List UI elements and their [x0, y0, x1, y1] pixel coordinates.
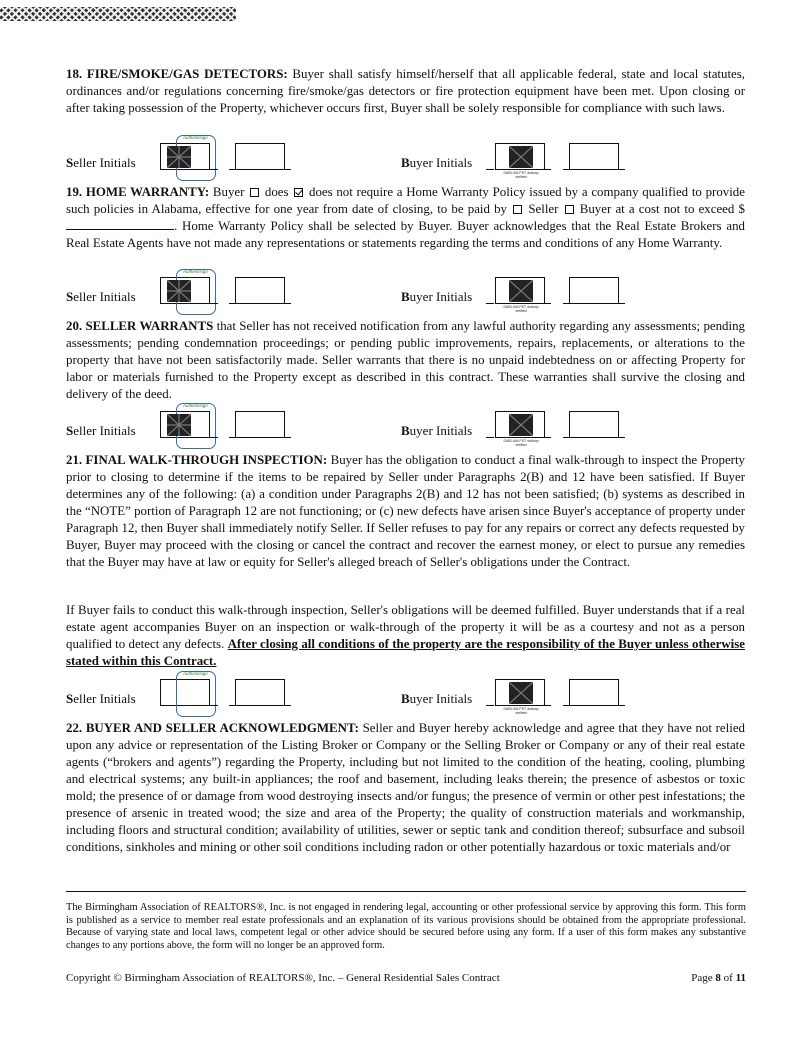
signature-icon [509, 280, 533, 302]
section-22-title: 22. BUYER AND SELLER ACKNOWLEDGMENT: [66, 721, 359, 735]
seller-initials-box-2[interactable] [235, 277, 285, 304]
seller-initials-label: Seller Initials [66, 289, 136, 304]
signature-icon [167, 146, 191, 168]
underline [545, 303, 551, 304]
section-21-body: Buyer has the obligation to conduct a final walk-through to inspect the Property prior to closing to determine if the items to be repaired by Seller under Paragraphs 2(B) and 12 have been satisfied. If Buyer determines any of the following: (a) a condition under Paragraphs 2(B) and 12 has not been satisfied; (b) systems as described in the “NOTE” portion of Paragraph 12 are not functioning; or (c) new defects have arisen since Buyer's acceptance of property under Paragraph 12, then Buyer shall immediately notify Seller. If Seller refuses to pay for any repairs or correct any defects requested by Buyer, Buyer may proceed with the closing or cancel the contract and recover the earnest money, or elect to pursue any remedies that the Buyer may have at law or equity for Seller's alleged breach of Seller's obligations under the Contract. [66, 453, 745, 569]
seller-initials-label: Seller Initials [66, 155, 136, 170]
dotloop-stamp: SUBJ AM PST dotloop verified [503, 439, 539, 447]
section-20-body: that Seller has not received notification from any lawful authority regarding any assessments; pending assessments; pending condemnation proceedings; or pending public improvements, repairs, replacements, or alterations to the property that have not been satisfactorily made. Seller warrants that there is no unpaid indebtedness on or affecting Property for labor or materials furnished to the Property except as described in this contract. These warranties shall survive the closing and delivery of the deed. [66, 319, 745, 401]
section-18 [66, 66, 745, 117]
footer-disclaimer: The Birmingham Association of REALTORS®, Inc. is not engaged in rendering legal, accounting or other professional service by approving this form. This form is published as a service to member real estate professionals and an explanation of its various provisions should be obtained from the appropriate professional. Because of varying state and local laws, competent legal or other advice should be secured before using any form. If a user of this form makes any substantive changes to any portions above, the form will no longer be an approved form. [66, 902, 746, 951]
section-21 [66, 452, 745, 571]
buyer-initials-label: Buyer Initials [401, 423, 473, 438]
underline [545, 705, 551, 706]
dotloop-stamp: SUBJ AM PST dotloop verified [503, 707, 539, 715]
seller-initials-box-2[interactable] [235, 143, 285, 170]
authentisign-frame [176, 671, 216, 717]
footer-divider [66, 891, 746, 892]
section-21-paragraph-2: If Buyer fails to conduct this walk-through inspection, Seller's obligations will be deemed fulfilled. Buyer understands that if a real estate agent accompanies Buyer on an inspection or walk-through of the property it will be as a courtesy and not as a person qualified to detect any defects. After closing all conditions of the property are the responsibility of the Buyer unless otherwise stated within this Contract. [66, 603, 745, 668]
buyer-initials-box-2[interactable] [569, 143, 619, 170]
underline [545, 437, 551, 438]
underline [545, 169, 551, 170]
section-19-title: 19. HOME WARRANTY: [66, 185, 210, 199]
seller-initials-label: Seller Initials [66, 691, 136, 706]
buyer-initials-box-1[interactable] [495, 679, 545, 715]
buyer-initials-label: Buyer Initials [401, 691, 473, 706]
signature-icon [509, 146, 533, 168]
seller-initials-label: Seller Initials [66, 423, 136, 438]
buyer-initials-label: Buyer Initials [401, 289, 473, 304]
section-20-title: 20. SELLER WARRANTS [66, 319, 214, 333]
buyer-pays-checkbox[interactable] [565, 205, 574, 214]
buyer-initials-box-2[interactable] [569, 277, 619, 304]
authentisign-tag: Authentisign [183, 671, 208, 676]
redacted-header-bar [0, 7, 236, 21]
footer-copyright: Copyright © Birmingham Association of REALTORS®, Inc. – General Residential Sales Contract [66, 972, 500, 984]
initials-row-18 [66, 135, 746, 179]
buyer-initials-box-2[interactable] [569, 411, 619, 438]
seller-initials-box-2[interactable] [235, 679, 285, 706]
underline [285, 169, 291, 170]
seller-initials-box-1[interactable] [160, 403, 210, 438]
authentisign-tag: Authentisign [183, 135, 208, 140]
underline [210, 169, 218, 170]
section-21-title: 21. FINAL WALK-THROUGH INSPECTION: [66, 453, 328, 467]
underline [486, 437, 494, 438]
dotloop-stamp: SUBJ AM PST dotloop verified [503, 171, 539, 179]
section-19: 19. HOME WARRANTY: Buyer does does not require a Home Warranty Policy issued by a company qualified to provide such policies in Alabama, effective for one year from date of closing, to be paid by Seller Buyer at a cost not to exceed $. Home Warranty Policy shall be selected by Buyer. Buyer acknowledges that the Real Estate Brokers and Real Estate Agents have not made any representations or statements regarding the terms and conditions of any Home Warranty. [66, 185, 745, 250]
seller-pays-checkbox[interactable] [513, 205, 522, 214]
underline [210, 437, 218, 438]
signature-icon [509, 414, 533, 436]
buyer-initials-label: Buyer Initials [401, 155, 473, 170]
underline [486, 705, 494, 706]
underline [210, 303, 218, 304]
seller-initials-box-2[interactable] [235, 411, 285, 438]
buyer-initials-box-2[interactable] [569, 679, 619, 706]
signature-icon [509, 682, 533, 704]
underline [285, 705, 291, 706]
buyer-initials-box-1[interactable] [495, 411, 545, 447]
underline [619, 169, 625, 170]
does-not-checkbox[interactable] [294, 188, 303, 197]
section-22-body: Seller and Buyer hereby acknowledge and agree that they have not relied upon any advice or representation of the Listing Broker or Company or the Selling Broker or Company or any of their real estate agents (“brokers and agents”) regarding the Property, including but not limited to the condition of the heating, cooling, plumbing and electrical systems; any built-in appliances; the roof and basement, including leaks therein; the presence of asbestos or toxic mold; the presence of or damage from wood destroying insects and/or fungus; the presence of vermin or other pest infestations; the presence of arsenic in treated wood; the size and area of the Property; the quality of construction materials and workmanship, including floors and structural condition; availability of utilities, sewer or septic tank and condition thereof; subsurface and subsoil conditions, sinkholes and mining or other soil conditions including radon or other potentially hazardous or toxic materials and/or [66, 721, 745, 854]
seller-initials-box-1[interactable] [160, 671, 210, 706]
underline [210, 705, 218, 706]
underline [285, 437, 291, 438]
signature-icon [167, 280, 191, 302]
initials-row-21 [66, 671, 746, 715]
dotloop-stamp: SUBJ AM PST dotloop verified [503, 305, 539, 313]
section-22 [66, 720, 745, 856]
section-20 [66, 318, 745, 403]
section-21-underlined: After closing all conditions of the property are the responsibility of the Buyer unless otherwise stated within this Contract. [66, 637, 745, 668]
underline [285, 303, 291, 304]
underline [486, 303, 494, 304]
authentisign-tag: Authentisign [183, 403, 208, 408]
section-18-body: Buyer shall satisfy himself/herself that all applicable federal, state and local statutes, ordinances and/or regulations concerning fire/smoke/gas detectors or fire protection equipment have been met. Upon closing or after taking possession of the Property, whichever occurs first, Buyer shall be solely responsible for compliance with such laws. [66, 67, 745, 115]
buyer-initials-box-1[interactable] [495, 143, 545, 179]
underline [619, 303, 625, 304]
signature-icon [167, 414, 191, 436]
initials-row-19 [66, 269, 746, 313]
seller-initials-box-1[interactable] [160, 135, 210, 170]
does-checkbox[interactable] [250, 188, 259, 197]
seller-initials-box-1[interactable] [160, 269, 210, 304]
underline [619, 705, 625, 706]
authentisign-tag: Authentisign [183, 269, 208, 274]
section-18-title: 18. FIRE/SMOKE/GAS DETECTORS: [66, 67, 288, 81]
page-number: Page 8 of 11 [691, 972, 746, 984]
underline [619, 437, 625, 438]
initials-row-20 [66, 403, 746, 447]
underline [486, 169, 494, 170]
warranty-cost-field[interactable] [66, 218, 174, 230]
buyer-initials-box-1[interactable] [495, 277, 545, 313]
